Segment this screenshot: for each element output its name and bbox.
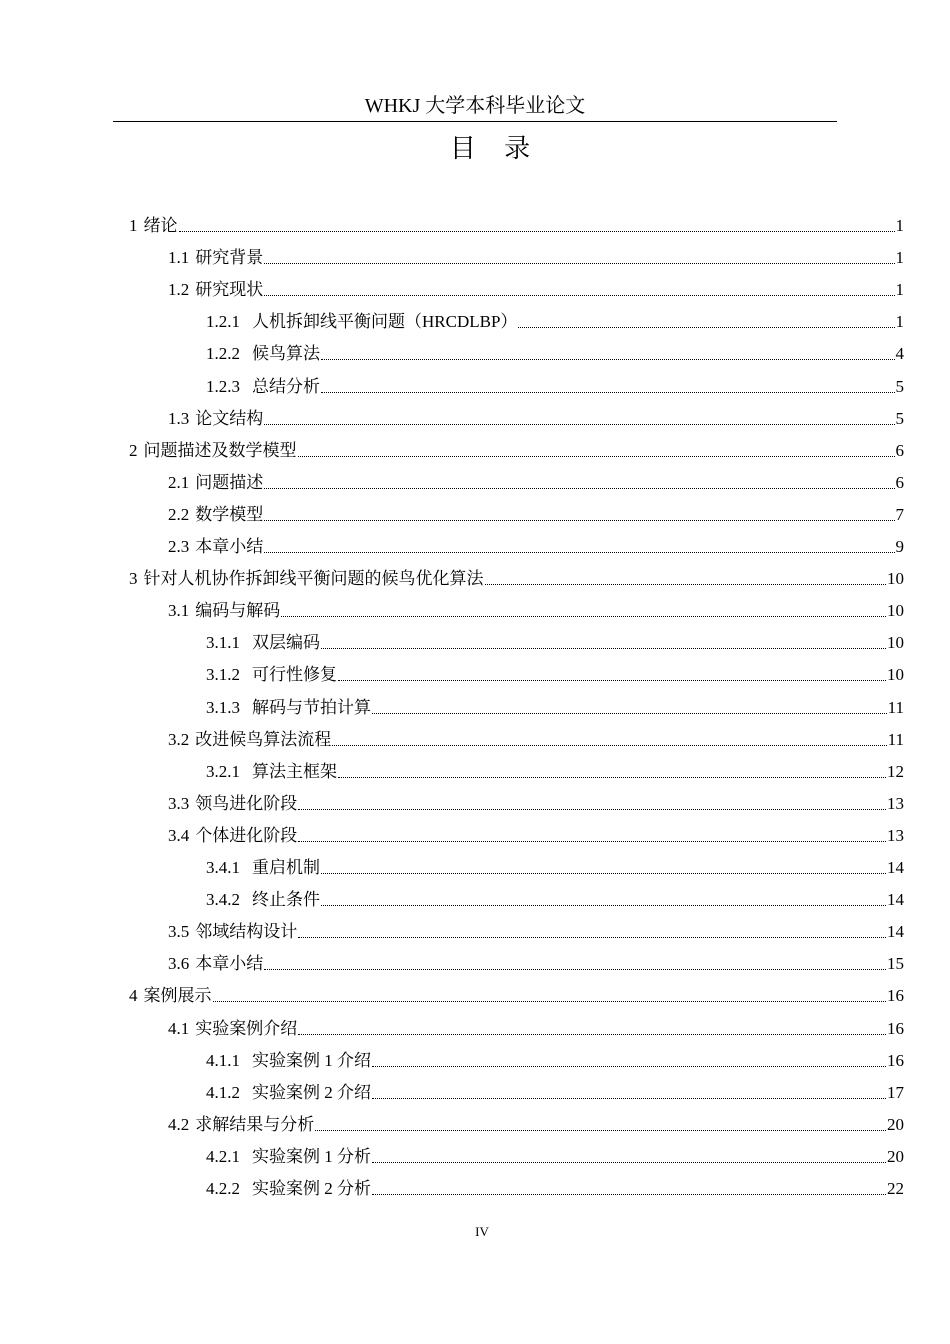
toc-entry-page: 10 [887,633,904,653]
toc-entry-number: 4.1.2 [206,1082,240,1102]
toc-entry-number: 3.4.1 [206,858,240,877]
toc-entry[interactable] [129,975,904,1007]
toc-entry-page: 11 [887,697,904,717]
toc-leader-dots [321,391,895,393]
toc-entry-page: 1 [895,248,904,268]
toc-entry-number: 1.2 [168,280,190,300]
toc-entry[interactable] [206,654,904,686]
toc-entry-number: 3.4 [168,825,190,845]
toc-leader-dots [298,840,886,842]
toc-leader-dots [264,551,894,553]
toc-entry-page: 1 [895,312,904,332]
toc-entry-label: 针对人机协作拆卸线平衡问题的候鸟优化算法 [143,569,484,589]
toc-entry-number: 4.2.2 [206,1179,240,1198]
toc-entry[interactable] [206,333,904,365]
toc-entry-number: 3.3 [168,793,190,813]
toc-entry[interactable] [168,462,904,494]
toc-entry-page: 10 [887,569,904,589]
toc-entry[interactable] [206,1136,904,1168]
toc-entry[interactable] [206,622,904,654]
toc-entry-label: 问题描述 [195,472,264,492]
toc-leader-dots [372,1161,886,1163]
toc-entry-label: 解码与节拍计算 [252,697,371,717]
toc-entry-label: 人机拆卸线平衡问题（HRCDLBP） [252,312,518,332]
toc-leader-dots [372,1193,886,1195]
toc-leader-dots [372,1065,886,1067]
toc-entry-page: 11 [887,729,904,749]
toc-entry-label: 实验案例 1 介绍 [252,1050,371,1070]
toc-entry-number: 3.5 [168,922,190,942]
toc-entry-label: 研究现状 [195,280,264,300]
toc-leader-dots [321,872,886,874]
toc-entry[interactable] [168,719,904,751]
toc-entry-page: 10 [887,665,904,685]
toc-entry-page: 15 [887,954,904,974]
running-header: WHKJ 大学本科毕业论文 [364,95,586,117]
toc-entry-page: 20 [887,1114,904,1134]
toc-entry-label: 实验案例 1 分析 [252,1146,371,1166]
toc-entry-number: 1.2.2 [206,344,240,364]
toc-entry-number: 3.1.3 [206,697,240,717]
toc-entry-label: 邻域结构设计 [195,922,298,942]
toc-entry[interactable] [168,943,904,975]
toc-entry-number: 4.1.1 [206,1050,240,1070]
toc-leader-dots [264,262,894,264]
toc-entry-page: 16 [887,1018,904,1038]
toc-entry-page: 14 [887,922,904,942]
toc-leader-dots [264,519,894,521]
toc-entry-label: 改进候鸟算法流程 [195,729,332,749]
toc-leader-dots [213,1000,887,1002]
toc-entry-page: 17 [887,1082,904,1102]
toc-entry-page: 5 [895,376,904,396]
toc-entry-page: 4 [895,344,904,364]
toc-leader-dots [485,583,887,585]
toc-entry-page: 6 [895,472,904,492]
toc-entry-label: 求解结果与分析 [195,1114,315,1134]
toc-entry-number: 1 [129,216,138,235]
toc-leader-dots [298,455,895,457]
toc-entry-page: 13 [887,793,904,813]
toc-entry-label: 终止条件 [252,890,320,910]
toc-entry[interactable] [168,269,904,301]
toc-entry[interactable] [168,1008,904,1040]
toc-leader-dots [179,230,895,232]
toc-entry-number: 4.1 [168,1018,190,1038]
toc-entry-label: 绪论 [143,216,178,235]
toc-entry[interactable] [206,879,904,911]
toc-entry-page: 13 [887,825,904,845]
toc-entry[interactable] [168,590,904,622]
toc-entry[interactable] [206,847,904,879]
toc-leader-dots [281,615,886,617]
toc-entry[interactable] [168,1104,904,1136]
toc-entry-number: 3.1.1 [206,633,240,653]
toc-entry-number: 3.2 [168,729,190,749]
toc-entry[interactable] [206,1040,904,1072]
toc-entry-label: 可行性修复 [252,665,337,685]
toc-entry[interactable] [206,751,904,783]
toc-entry-page: 1 [895,216,904,235]
toc-entry-number: 4 [129,986,138,1006]
toc-entry-label: 双层编码 [252,633,320,653]
toc-entry[interactable] [129,430,904,462]
toc-entry-label: 实验案例 2 分析 [252,1179,371,1198]
toc-leader-dots [264,294,894,296]
toc-entry-label: 编码与解码 [195,601,281,621]
toc-entry-label: 案例展示 [143,986,212,1006]
toc-leader-dots [372,1097,886,1099]
toc-entry[interactable] [206,1072,904,1104]
toc-entry-number: 3.1.2 [206,665,240,685]
toc-entry-number: 1.2.3 [206,376,240,396]
toc-entry[interactable] [168,237,904,269]
toc-entry-label: 本章小结 [195,537,264,556]
toc-entry-page: 20 [887,1146,904,1166]
toc-entry-label: 论文结构 [195,408,264,428]
header-rule [113,121,837,122]
toc-entry[interactable] [168,815,904,847]
toc-entry-page: 6 [895,440,904,460]
toc-leader-dots [264,487,894,489]
toc-leader-dots [338,776,886,778]
toc-entry-label: 实验案例 2 介绍 [252,1082,371,1102]
toc-leader-dots [315,1129,886,1131]
toc-entry[interactable] [168,783,904,815]
toc-entry-number: 3.1 [168,601,190,621]
toc-entry-number: 1.3 [168,408,190,428]
toc-entry-number: 2.1 [168,472,190,492]
toc-entry-number: 2 [129,440,138,460]
toc-leader-dots [518,326,894,328]
toc-entry-label: 领鸟进化阶段 [195,793,298,813]
toc-entry-number: 1.2.1 [206,312,240,332]
toc-entry-number: 2.2 [168,504,190,524]
toc-leader-dots [332,744,886,746]
toc-entry-number: 3 [129,569,138,589]
toc-leader-dots [372,712,887,714]
toc-entry-label: 实验案例介绍 [195,1018,298,1038]
toc-leader-dots [321,904,886,906]
toc-leader-dots [264,968,886,970]
toc-leader-dots [338,679,886,681]
toc-entry-page: 7 [895,504,904,524]
toc-entry-page: 9 [895,537,904,556]
toc-entry-label: 问题描述及数学模型 [143,440,297,460]
toc-entry-label: 数学模型 [195,504,264,524]
page-number: IV [475,1224,489,1239]
toc-entry[interactable] [206,301,904,333]
toc-leader-dots [321,358,895,360]
toc-entry[interactable] [168,398,904,430]
toc-entry-page: 16 [887,986,904,1006]
toc-entry[interactable] [168,526,904,558]
toc-entry[interactable] [168,911,904,943]
toc-entry-page: 1 [895,280,904,300]
toc-entry-number: 3.6 [168,954,190,974]
toc-entry[interactable] [129,558,904,590]
toc-leader-dots [298,1033,886,1035]
toc-entry-label: 个体进化阶段 [195,825,298,845]
toc-entry[interactable] [206,1168,904,1200]
toc-entry[interactable] [206,366,904,398]
toc-title: 目 录 [449,134,541,164]
toc-entry-number: 4.2 [168,1114,190,1134]
toc-entry-page: 14 [887,890,904,910]
toc-entry-page: 12 [887,761,904,781]
toc-entry-label: 研究背景 [195,248,264,268]
toc-entry-number: 3.4.2 [206,890,240,910]
toc-leader-dots [321,647,886,649]
toc-entry[interactable] [129,205,904,237]
toc-entry-page: 14 [887,858,904,877]
toc-entry-label: 算法主框架 [252,761,337,781]
toc-leader-dots [264,423,894,425]
toc-entry-number: 4.2.1 [206,1146,240,1166]
toc-entry-number: 1.1 [168,248,190,268]
toc-entry-page: 22 [887,1179,904,1198]
toc-entry-number: 2.3 [168,537,190,556]
toc-leader-dots [298,936,886,938]
toc-entry-page: 16 [887,1050,904,1070]
toc-entry[interactable] [168,494,904,526]
toc-entry-label: 候鸟算法 [252,344,320,364]
toc-entry[interactable] [206,687,904,719]
toc-entry-label: 重启机制 [252,858,320,877]
toc-entry-page: 5 [895,408,904,428]
toc-entry-label: 本章小结 [195,954,264,974]
toc-entry-label: 总结分析 [252,376,320,396]
toc-entry-number: 3.2.1 [206,761,240,781]
toc-leader-dots [298,808,886,810]
toc-entry-page: 10 [887,601,904,621]
